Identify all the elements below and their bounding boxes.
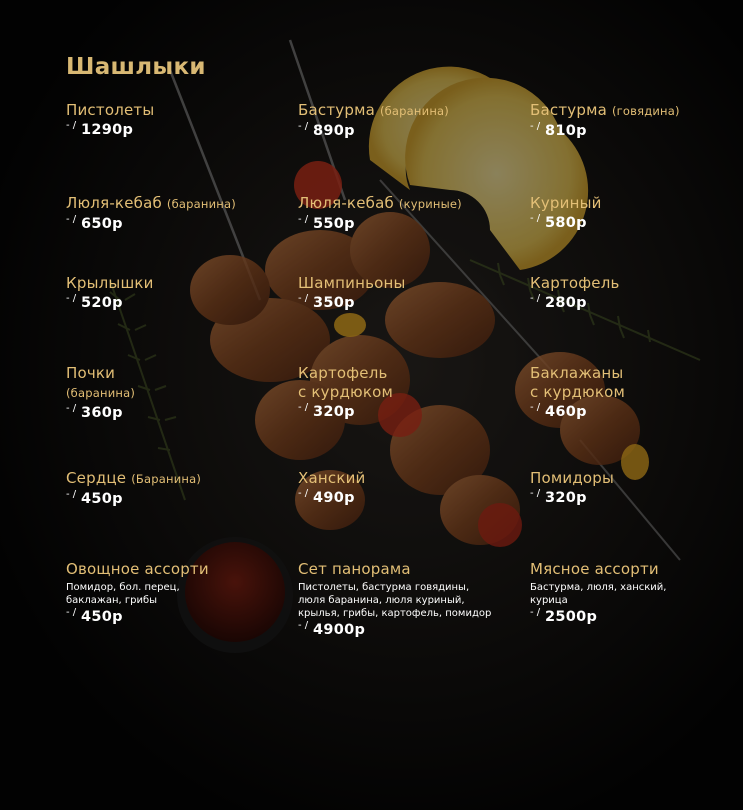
menu-item-price: 320р: [545, 490, 587, 506]
menu-item-price: 460р: [545, 404, 587, 420]
menu-item-title: Помидоры: [530, 469, 615, 487]
menu-item: [298, 194, 518, 232]
menu-item-title: Сердце: [66, 469, 127, 487]
menu-item-subtitle: (Баранина): [131, 472, 202, 486]
menu-item-name: [530, 274, 743, 293]
menu-item-title: Куриный: [530, 194, 602, 212]
menu-item-title: Люля-кебаб: [298, 194, 394, 212]
price-row: [66, 609, 286, 625]
menu-item: [530, 101, 743, 139]
menu-item-title: Баклажаны с курдюком: [530, 364, 626, 401]
menu-item-subtitle: (куриные): [398, 197, 462, 211]
menu-item-title: Люля-кебаб: [66, 194, 162, 212]
menu-item-title: Ханский: [298, 469, 366, 487]
menu-item-price: 4900р: [313, 622, 366, 638]
price-mark: - /: [66, 293, 77, 304]
menu-item-title: Пистолеты: [66, 101, 155, 119]
menu-item: [66, 364, 286, 421]
menu-item-name: [66, 469, 286, 489]
menu-item: [66, 274, 286, 311]
menu-item-description: Помидор, бол. перец, баклажан, грибы: [66, 582, 180, 606]
price-row: [298, 216, 518, 232]
menu-item: [530, 560, 743, 625]
menu-item: [66, 194, 286, 232]
menu-item-title: Бастурма: [530, 101, 607, 119]
menu-item-title: Овощное ассорти: [66, 560, 209, 578]
price-row: [530, 123, 743, 139]
menu-item-name: [66, 364, 286, 403]
menu-item: [530, 469, 743, 506]
menu-item-price: 1290р: [81, 122, 134, 138]
price-mark: - /: [298, 402, 309, 413]
price-mark: - /: [298, 488, 309, 499]
price-mark: - /: [298, 214, 309, 225]
price-mark: - /: [66, 403, 77, 414]
menu-item-name: [298, 560, 518, 579]
menu-item: [530, 274, 743, 311]
menu-item-title: Почки: [66, 364, 116, 382]
price-mark: - /: [298, 620, 309, 631]
price-row: [298, 490, 518, 506]
price-mark: - /: [298, 121, 309, 132]
menu-item-description: Пистолеты, бастурма говядины, люля баранина, люля куриный, крылья, грибы, картофель, помидор: [298, 582, 492, 619]
menu-item-name: [298, 194, 518, 214]
price-mark: - /: [530, 213, 541, 224]
menu-item-name: [66, 560, 286, 579]
menu-item-price: 450р: [81, 609, 123, 625]
menu-item-name: [530, 101, 743, 121]
menu-item-title: Сет панорама: [298, 560, 411, 578]
menu-item-title: Картофель с курдюком: [298, 364, 394, 401]
menu-item-title: Крылышки: [66, 274, 154, 292]
menu-item-subtitle: (баранина): [66, 386, 136, 400]
menu-item-name: [66, 274, 286, 293]
price-row: [66, 491, 286, 507]
menu-item: [298, 364, 518, 420]
price-row: [66, 122, 286, 138]
price-mark: - /: [66, 214, 77, 225]
menu-item-name: [298, 274, 518, 293]
price-row: [298, 622, 518, 638]
price-mark: - /: [530, 293, 541, 304]
price-row: [66, 295, 286, 311]
menu-item: [66, 101, 286, 138]
menu-item: [530, 194, 743, 231]
menu-item-title: Шампиньоны: [298, 274, 406, 292]
menu-item-title: Картофель: [530, 274, 620, 292]
menu-item-description: Бастурма, люля, ханский, курица: [530, 582, 667, 606]
price-row: [530, 295, 743, 311]
price-row: [530, 404, 743, 420]
menu-item-price: 580р: [545, 215, 587, 231]
menu-item-name: [530, 469, 743, 488]
menu-item-price: 550р: [313, 216, 355, 232]
menu-item-subtitle: (говядина): [611, 104, 680, 118]
price-mark: - /: [530, 402, 541, 413]
price-mark: - /: [298, 293, 309, 304]
price-row: [66, 405, 286, 421]
menu-item-price: 280р: [545, 295, 587, 311]
menu-item-price: 350р: [313, 295, 355, 311]
menu-item: [298, 469, 518, 506]
menu-item-name: [298, 469, 518, 488]
menu-item: [530, 364, 743, 420]
menu-item-name: [66, 101, 286, 120]
price-mark: - /: [530, 121, 541, 132]
menu-item-price: 650р: [81, 216, 123, 232]
menu-item-title: Мясное ассорти: [530, 560, 659, 578]
price-row: [530, 215, 743, 231]
menu-item-title: Бастурма: [298, 101, 375, 119]
menu-item-name: [530, 194, 743, 213]
price-mark: - /: [66, 607, 77, 618]
menu-item-price: 810р: [545, 123, 587, 139]
menu-item: [66, 469, 286, 507]
menu-item-price: 890р: [313, 123, 355, 139]
price-mark: - /: [530, 607, 541, 618]
menu-item-name: [298, 364, 518, 402]
menu-item-name: [530, 560, 743, 579]
menu-item-price: 320р: [313, 404, 355, 420]
menu-section-title: Шашлыки: [66, 54, 206, 80]
menu-item-subtitle: (баранина): [166, 197, 236, 211]
price-row: [66, 216, 286, 232]
price-row: [530, 490, 743, 506]
menu-item-name: [530, 364, 743, 402]
price-mark: - /: [66, 120, 77, 131]
price-row: [530, 609, 743, 625]
menu-item-price: 450р: [81, 491, 123, 507]
menu-item-price: 360р: [81, 405, 123, 421]
price-row: [298, 404, 518, 420]
menu-item: [66, 560, 286, 625]
price-row: [298, 295, 518, 311]
menu-item: [298, 274, 518, 311]
menu-item: [298, 560, 518, 638]
menu-item: [298, 101, 518, 139]
menu-item-subtitle: (баранина): [379, 104, 449, 118]
menu-item-price: 520р: [81, 295, 123, 311]
menu-item-price: 2500р: [545, 609, 598, 625]
menu-item-name: [66, 194, 286, 214]
price-row: [298, 123, 518, 139]
price-mark: - /: [66, 489, 77, 500]
price-mark: - /: [530, 488, 541, 499]
menu-item-name: [298, 101, 518, 121]
menu-item-price: 490р: [313, 490, 355, 506]
